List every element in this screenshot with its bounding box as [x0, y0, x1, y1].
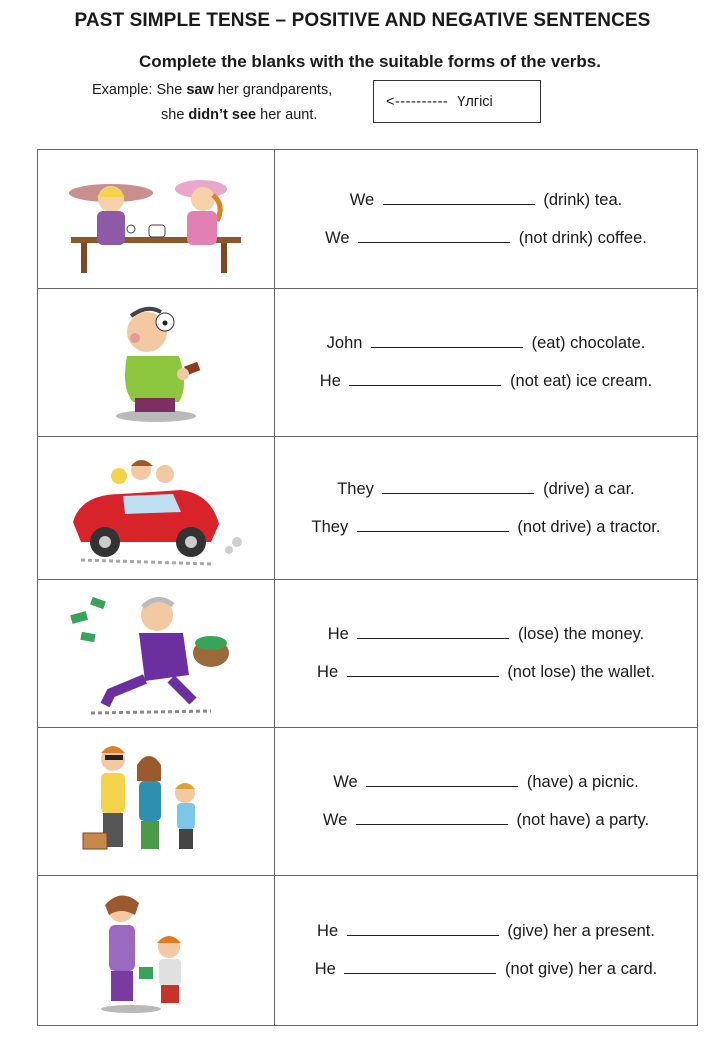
exercise-row: [38, 150, 698, 289]
negative-sentence: We (not drink) coffee.: [325, 228, 647, 247]
answer-blank[interactable]: [347, 921, 499, 936]
negative-sentence: He (not give) her a card.: [314, 960, 658, 979]
exercise-row: [38, 436, 698, 579]
illustration-cell: [38, 727, 275, 875]
illustration-cell: [38, 436, 275, 579]
positive-sentence: John (eat) chocolate.: [326, 334, 646, 353]
answer-blank[interactable]: [382, 479, 534, 494]
answer-blank[interactable]: [356, 810, 508, 825]
exercise-table: [37, 149, 698, 1026]
positive-sentence: He (give) her a present.: [317, 922, 655, 941]
instruction-text: Complete the blanks with the suitable forms of the verbs.: [139, 52, 601, 71]
negative-sentence: We (not have) a party.: [322, 811, 650, 830]
positive-sentence: He (lose) the money.: [327, 625, 645, 644]
example-label-box: [373, 80, 541, 123]
illustration-cell: [38, 579, 275, 727]
ladies-drinking-tea-illustration: [61, 159, 251, 279]
illustration-cell: [38, 150, 275, 289]
negative-sentence: He (not eat) ice cream.: [319, 372, 653, 391]
exercise-row: [38, 288, 698, 436]
answer-blank[interactable]: [366, 772, 518, 787]
answer-blank[interactable]: [347, 662, 499, 677]
answer-blank[interactable]: [383, 190, 535, 205]
family-in-red-car-illustration: [61, 446, 251, 570]
answer-blank[interactable]: [344, 959, 496, 974]
answer-blank[interactable]: [358, 228, 510, 243]
sentence-cell: [275, 875, 698, 1025]
positive-sentence: They (drive) a car.: [337, 479, 635, 498]
negative-sentence: They (not drive) a tractor.: [311, 517, 661, 536]
sentence-cell: [275, 579, 698, 727]
positive-sentence: We (drink) tea.: [349, 190, 623, 209]
sentence-cell: [275, 150, 698, 289]
arrow-icon: <----------: [386, 93, 449, 110]
family-picnic-illustration: [61, 737, 251, 865]
example-line-2: she didn’t see her aunt.: [161, 107, 318, 123]
illustration-cell: [38, 288, 275, 436]
answer-blank[interactable]: [349, 371, 501, 386]
example-label: Үлгісі: [457, 93, 493, 110]
exercise-row: [38, 875, 698, 1025]
answer-blank[interactable]: [371, 333, 523, 348]
sentence-cell: [275, 727, 698, 875]
worksheet-title: PAST SIMPLE TENSE – POSITIVE AND NEGATIVE SENTENCES: [74, 10, 651, 31]
negative-sentence: He (not lose) the wallet.: [317, 663, 655, 682]
answer-blank[interactable]: [357, 624, 509, 639]
sentence-cell: [275, 436, 698, 579]
man-eating-chocolate-illustration: [61, 298, 251, 426]
illustration-cell: [38, 875, 275, 1025]
example-line-1: Example: She saw her grandparents,: [92, 82, 333, 98]
sentence-cell: [275, 288, 698, 436]
woman-giving-present-illustration: [61, 885, 251, 1015]
exercise-row: [38, 579, 698, 727]
man-losing-money-illustration: [61, 589, 251, 717]
answer-blank[interactable]: [357, 517, 509, 532]
positive-sentence: We (have) a picnic.: [333, 773, 639, 792]
exercise-row: [38, 727, 698, 875]
